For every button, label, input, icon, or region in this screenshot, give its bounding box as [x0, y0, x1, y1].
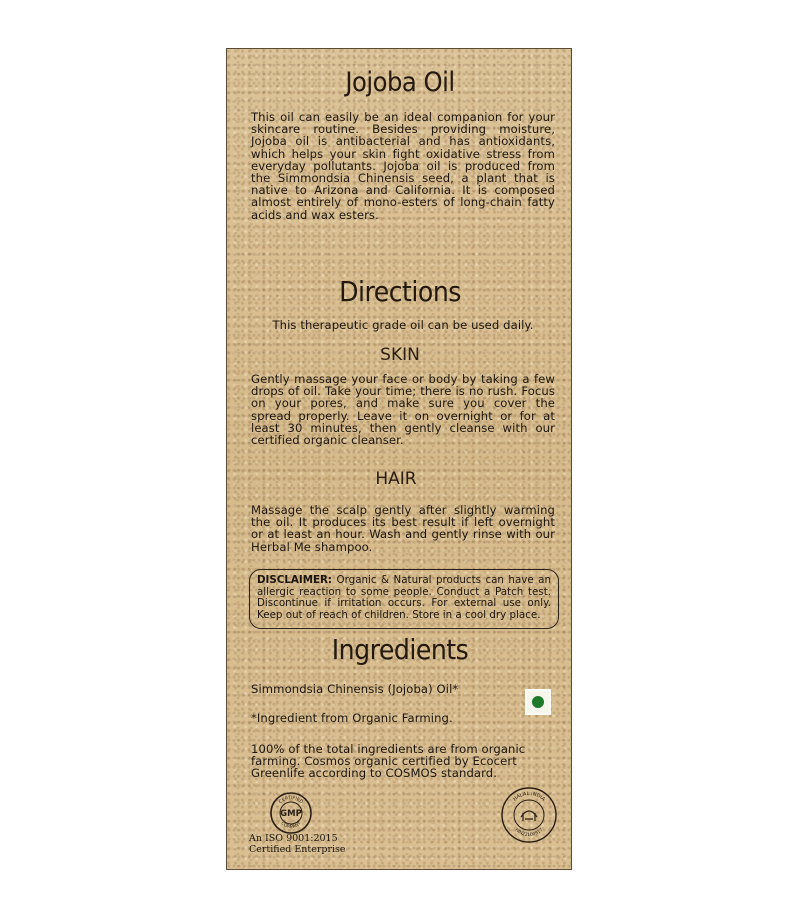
- skin-heading: SKIN: [380, 345, 420, 365]
- disclaimer-text: Organic & Natural products can have an allergic reaction to some people. Conduct a Patch test. Discontinue if irritation occurs. For external use only. Keep out of reach of children. Store in a cool dry place.: [257, 574, 551, 621]
- product-label: [226, 48, 572, 870]
- svg-text:COMPANY: [280, 820, 303, 830]
- gmp-certified-icon: [269, 791, 313, 835]
- disclaimer-box: [249, 569, 559, 629]
- product-title: Jojoba Oil: [345, 67, 455, 98]
- organic-certification: 100% of the total ingredients are from organic farming. Cosmos organic certified by Ecocert Greenlife according to COSMOS standard.: [251, 742, 526, 781]
- halal-number: HIN22100917: [513, 827, 545, 839]
- directions-intro: This therapeutic grade oil can be used daily.: [272, 318, 534, 332]
- product-description: This oil can easily be an ideal companion for your skincare routine. Besides providing moisture, Jojoba oil is antibacterial and has antioxidants, which helps your skin fight oxidative stress from everyday pollutants. Jojoba oil is produced from the Simmondsia Chinensis seed, a plant that is native to Arizona and California. It is composed almost entirely of mono-esters of long-chain fatty acids and wax esters.: [251, 110, 555, 222]
- vegetarian-dot: [532, 696, 544, 708]
- ingredients-list: Simmondsia Chinensis (Jojoba) Oil*: [251, 682, 459, 696]
- gmp-bottom-text: COMPANY: [279, 821, 303, 831]
- hair-directions: Massage the scalp gently after slightly warming the oil. It produces its best result if left overnight or at least an hour. Wash and gently rinse with our Herbal Me shampoo.: [251, 503, 555, 554]
- svg-text:HIN22100917: [514, 827, 545, 838]
- halal-label: HALAL INDIA: [511, 790, 547, 803]
- gmp-top-text: CERTIFIED: [278, 795, 304, 806]
- svg-text:HALAL INDIA: [512, 791, 546, 803]
- gmp-center-text: GMP: [280, 809, 302, 819]
- svg-text:CERTIFIED: [278, 795, 305, 806]
- halal-india-icon: [499, 785, 559, 845]
- skin-directions: Gently massage your face or body by taking a few drops of oil. Take your time; there is no rush. Focus on your pores, and make sure you cover the spread properly. Leave it on overnight or for at least 30 minutes, then gently cleanse with our certified organic cleanser.: [251, 372, 555, 448]
- directions-heading: Directions: [339, 275, 461, 308]
- iso-line-1: An ISO 9001:2015: [249, 833, 338, 844]
- ingredients-heading: Ingredients: [331, 633, 469, 666]
- ingredients-note: *Ingredient from Organic Farming.: [251, 711, 453, 725]
- disclaimer-label: DISCLAIMER:: [257, 574, 333, 586]
- iso-line-2: Certified Enterprise: [249, 844, 346, 855]
- iso-certification: [249, 833, 346, 855]
- hair-heading: HAIR: [375, 469, 417, 489]
